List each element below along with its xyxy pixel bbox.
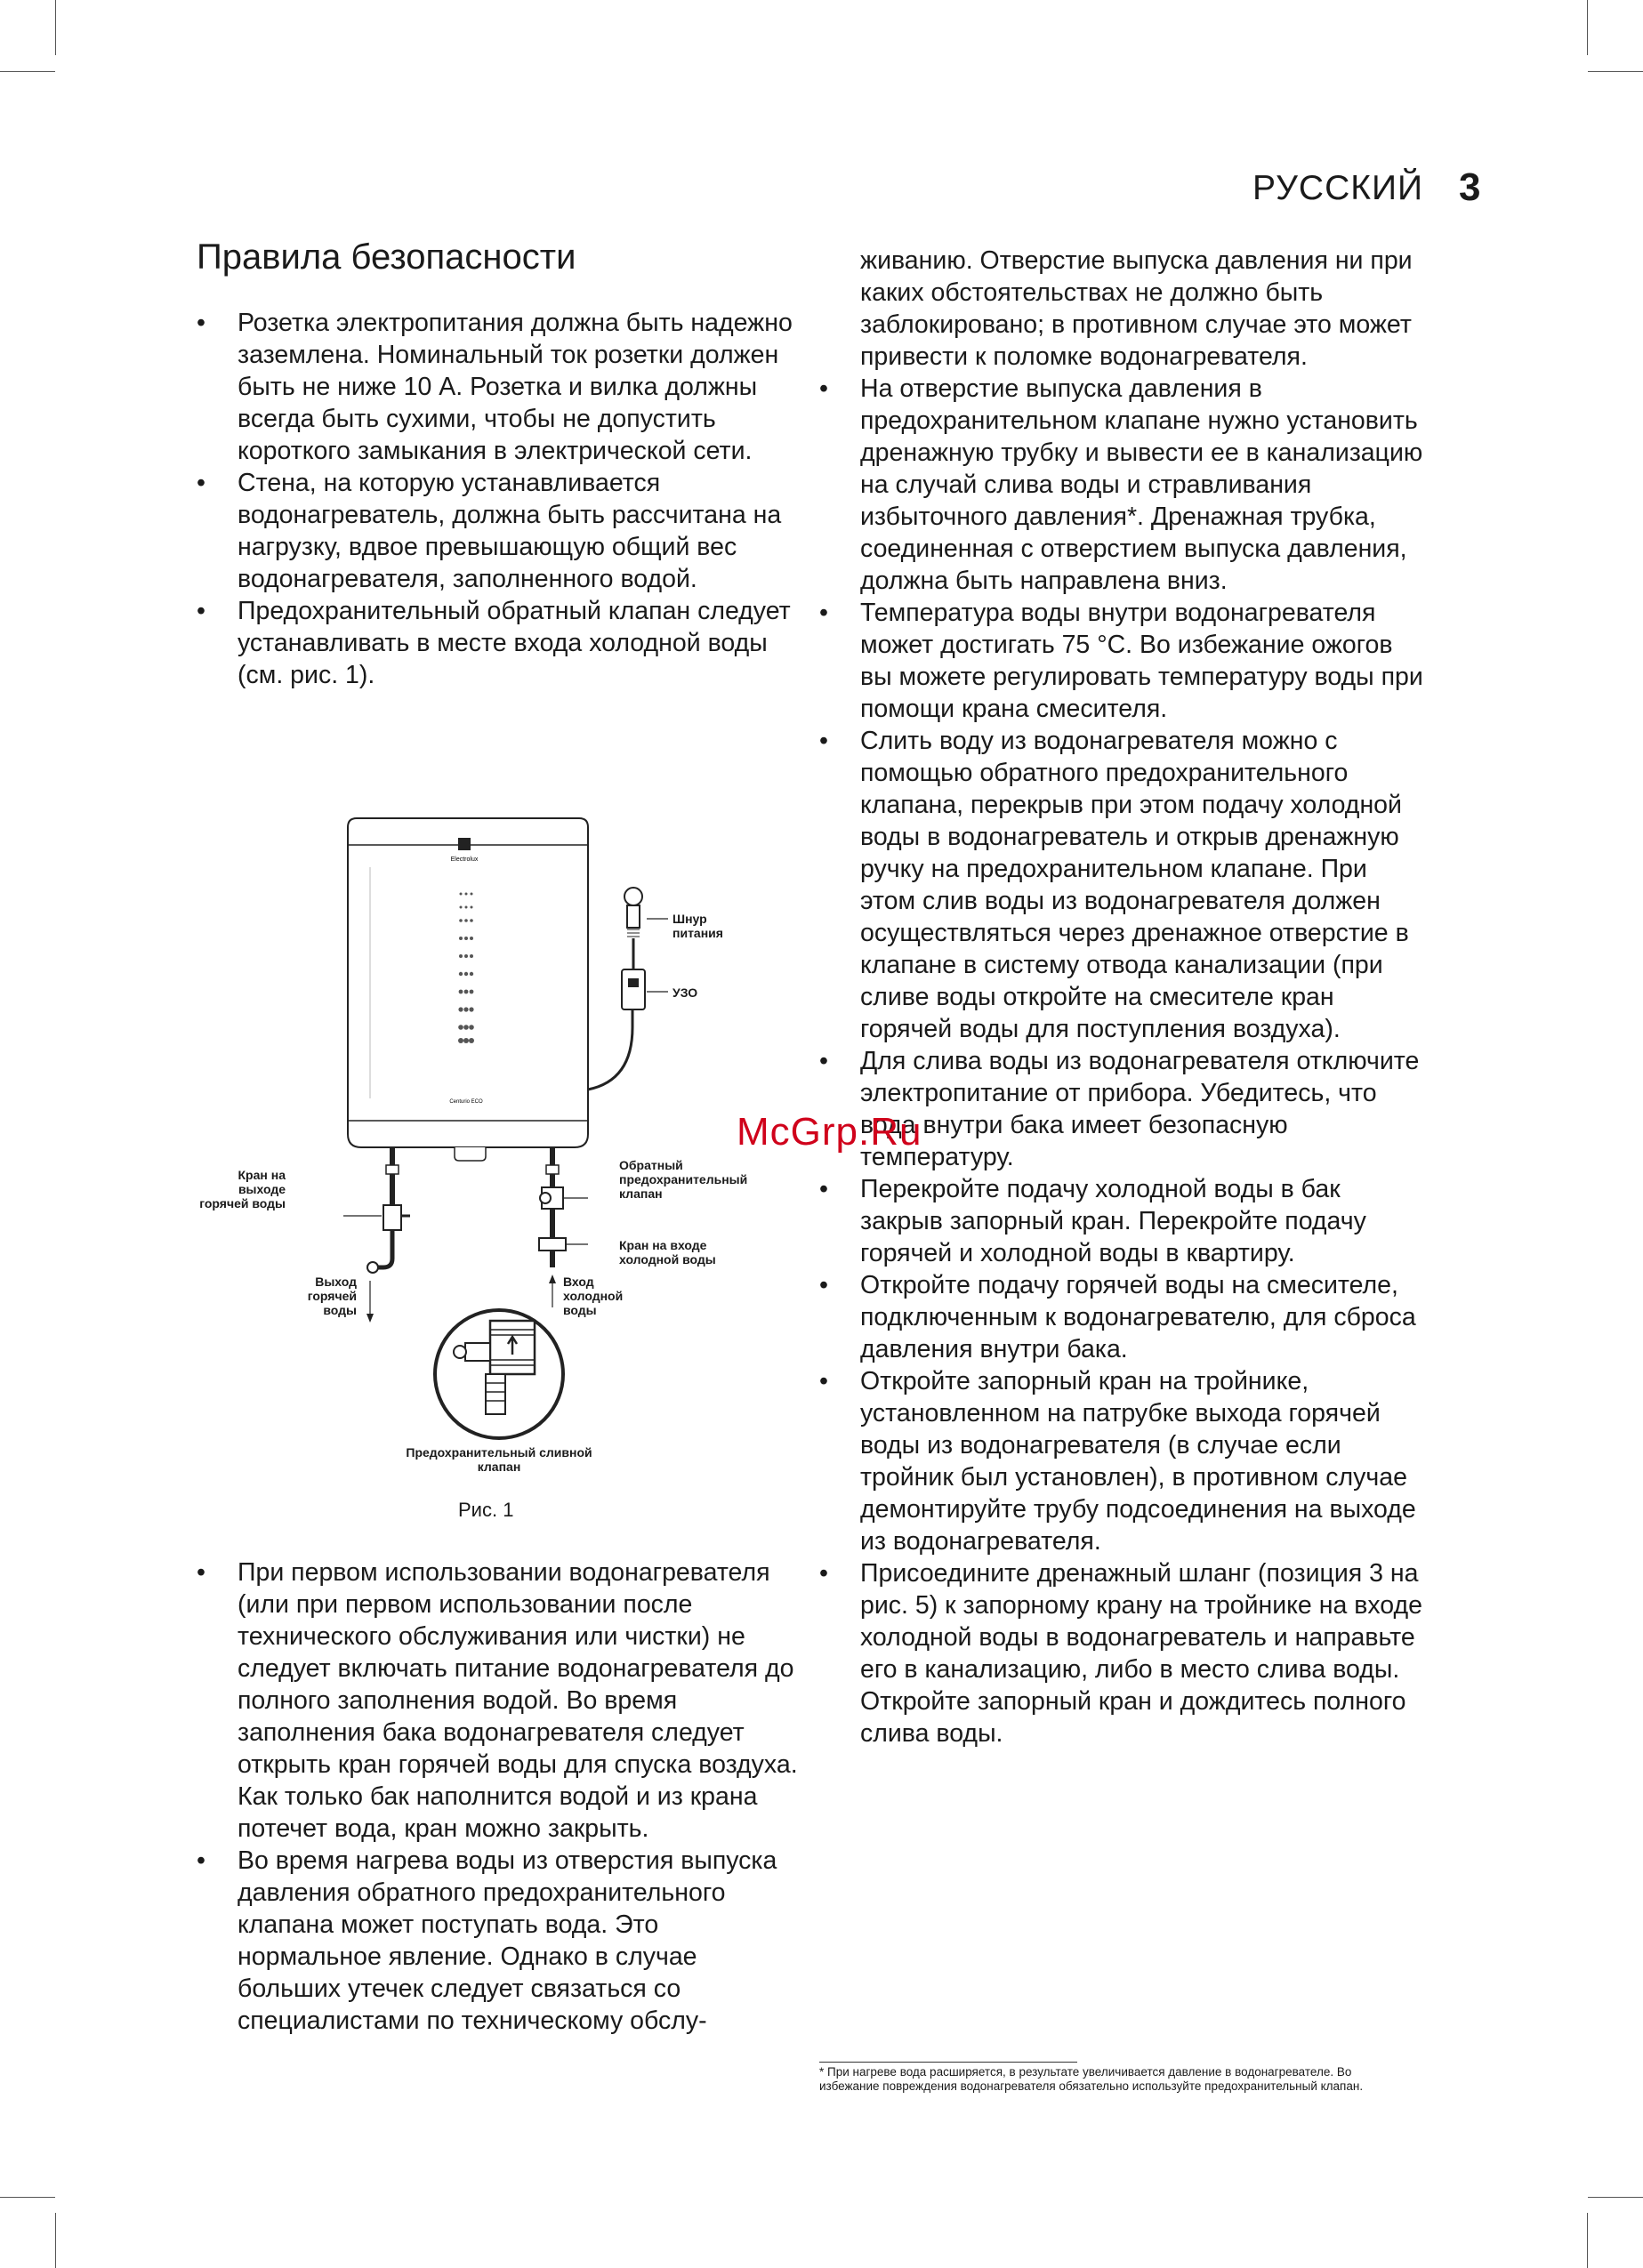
list-item: • Откройте запорный кран на тройнике, установленном на патрубке выхода горячей воды из водонагревателя (в случае если тройник был установлен), в противном случае демонтируйте трубу подсоединения на выходе из водонагревателя. [819,1365,1424,1557]
brand-logo: Electrolux [450,857,479,863]
list-item: • Во время нагрева воды из отверстия выпуска давления обратного предохранительного клапана может поступать вода. Это нормальное явление. Однако в случае больших утечек следует связаться со специалистами по техническому обслу- [197,1845,801,2037]
label-hot-out: Выход горячей воды [307,1275,357,1317]
label-drain-valve: Предохранительный сливной клапан [406,1445,592,1474]
label-cold-in: Вход холодной воды [563,1275,624,1317]
label-hot-tap: Кран на выходе горячей воды [199,1168,286,1210]
model-label: Centurio ECO [449,1099,483,1105]
label-rcd: УЗО [673,985,698,1000]
header-language: РУССКИЙ [1252,169,1424,207]
list-item: • Температура воды внутри водонагревателя может достигать 75 °C. Во избежание ожогов вы можете регулировать температуру воды при помощи крана смесителя. [819,597,1424,725]
label-cold-tap: Кран на входе холодной воды [619,1238,716,1267]
list-item: • Стена, на которую устанавливается водонагреватель, должна быть рассчитана на нагрузку, вдвое превышающую общий вес водонагревателя, заполненного водой. [197,467,801,595]
crop-mark [0,2197,55,2198]
list-item: • Перекройте подачу холодной воды в бак закрыв запорный кран. Перекройте подачу горячей и холодной воды в квартиру. [819,1173,1424,1269]
watermark: McGrp.Ru [737,1110,922,1154]
list-item: • Для слива воды из водонагревателя отключите электропитание от прибора. Убедитесь, что вода внутри бака имеет безопасную температуру. [819,1045,1424,1173]
crop-mark [0,71,55,72]
crop-mark [1587,0,1588,55]
list-item: • Присоедините дренажный шланг (позиция 3 на рис. 5) к запорному крану на тройнике на входе холодной воды в водонагреватель и направьте его в канализацию, либо в место слива воды. Откройте запорный кран и дождитесь полного слива воды. [819,1557,1424,1749]
crop-mark [1587,2213,1588,2268]
crop-mark [1588,2197,1643,2198]
left-column-bottom [197,1556,801,2037]
list-item: • Откройте подачу горячей воды на смесителе, подключенным к водонагревателю, для сброса давления внутри бака. [819,1269,1424,1365]
footnote: * При нагреве вода расширяется, в результате увеличивается давление в водонагревателе. Во избежание повреждения водонагревателя обязательно используйте предохранительный клапан. [819,2065,1364,2093]
list-item: • Розетка электропитания должна быть надежно заземлена. Номинальный ток розетки должен быть не ниже 10 А. Розетка и вилка должны всегда быть сухими, чтобы не допустить короткого замыкания в электрической сети. [197,307,801,467]
footnote-divider [819,2062,1077,2063]
crop-mark [55,2213,56,2268]
list-item: • Слить воду из водонагревателя можно с помощью обратного предохранительного клапана, перекрыв при этом подачу холодной воды в водонагреватель и открыв дренажную ручку на предохранительном клапане. При этом слив воды из водонагревателя должен осуществляться через дренажное отверстие в клапане в систему отвода канализации (при сливе воды откройте на смесителе кран горячей воды для поступления воздуха). [819,725,1424,1045]
left-column-top [197,307,801,691]
crop-mark [55,0,56,55]
right-column [819,245,1424,1749]
list-item: • Предохранительный обратный клапан следует устанавливать в месте входа холодной воды (см. рис. 1). [197,595,801,691]
page-title: Правила безопасности [197,237,576,277]
page-number: 3 [1459,165,1481,209]
list-item-continuation: живанию. Отверстие выпуска давления ни при каких обстоятельствах не должно быть заблокировано; в противном случае это может привести к поломке водонагревателя. [860,246,1413,371]
figure-caption: Рис. 1 [458,1499,514,1521]
label-check-valve: Обратный предохранительный клапан [619,1158,748,1201]
list-item: • При первом использовании водонагревателя (или при первом использовании после технического обслуживания или чистки) не следует включать питание водонагревателя до полного заполнения водой. Во время заполнения бака водонагревателя следует открыть кран горячей воды для спуска воздуха. Как только бак наполнится водой и из крана потечет вода, кран можно закрыть. [197,1556,801,1845]
label-power-cord: Шнур питания [673,912,723,940]
figure-water-heater [197,805,801,1561]
crop-mark [1588,71,1643,72]
list-item: • На отверстие выпуска давления в предохранительном клапане нужно установить дренажную трубку и вывести ее в канализацию на случай слива воды и стравливания избыточного давления*. Дренажная трубка, соединенная с отверстием выпуска давления, должна быть направлена вниз. [819,373,1424,597]
